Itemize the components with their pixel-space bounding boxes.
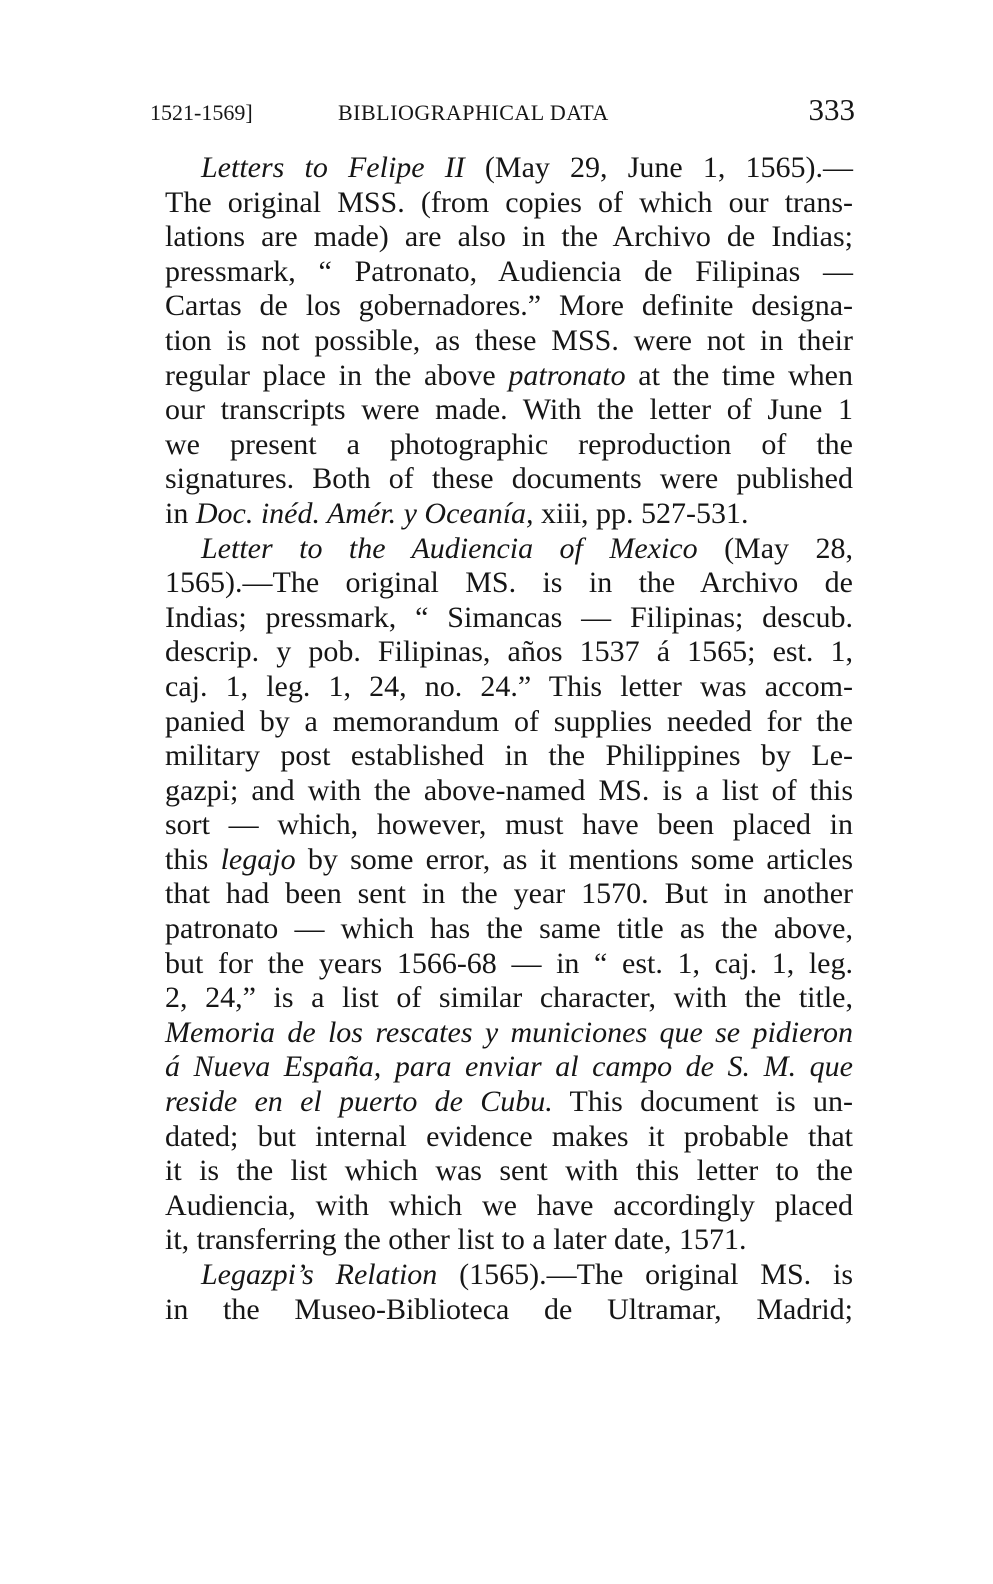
text-line: [165, 670, 853, 705]
text-line: [165, 1189, 853, 1224]
body-text: [165, 151, 853, 1327]
text-line: [165, 289, 853, 324]
text-line: [165, 705, 853, 740]
text-run: (1565).—The original MS. is: [437, 1258, 854, 1291]
text-run: tion is not possible, as these MSS. were not in their: [165, 323, 853, 357]
text-run: Cartas de los gobernadores.” More definite designa-: [165, 289, 853, 323]
text-run: 2, 24,” is a list of similar character, with the title,: [165, 981, 853, 1015]
text-run: that had been sent in the year 1570. But in another: [165, 877, 853, 911]
text-run: regular place in the above: [165, 358, 509, 392]
text-run: descrip. y pob. Filipinas, años 1537 á 1565; est. 1,: [165, 635, 853, 669]
text-run: (May 28,: [697, 531, 853, 565]
text-run: by some error, as it mentions some articles: [295, 842, 853, 876]
text-line: [165, 1016, 853, 1051]
text-run: (May 29, June 1, 1565).—: [464, 151, 853, 184]
text-run: Audiencia, with which we have accordingly placed: [165, 1188, 853, 1222]
italic-text: Doc. inéd. Amér. y Oceanía,: [195, 496, 534, 530]
text-line: [165, 947, 853, 982]
text-run: caj. 1, leg. 1, 24, no. 24.” This letter was accom-: [165, 669, 853, 703]
text-line: [165, 808, 853, 843]
text-run: military post established in the Philippines by Le-: [165, 739, 853, 773]
text-run: gazpi; and with the above-named MS. is a list of this: [165, 773, 853, 807]
italic-text: legajo: [220, 842, 296, 876]
text-line: [165, 151, 853, 186]
italic-text: patronato: [508, 358, 626, 392]
italic-text: á Nueva España, para enviar al campo de S. M. que: [165, 1050, 853, 1084]
text-line: [165, 462, 853, 497]
italic-text: Memoria de los rescates y municiones que se pidieron: [165, 1015, 853, 1049]
italic-text: reside en el puerto de Cubu.: [165, 1085, 553, 1119]
running-head-date-range: 1521-1569]: [150, 100, 253, 125]
text-run: in: [165, 496, 196, 530]
text-run: Indias; pressmark, “ Simancas — Filipinas; descub.: [165, 600, 853, 634]
running-head-title: BIBLIOGRAPHICAL DATA: [338, 100, 609, 125]
text-line: [165, 981, 853, 1016]
text-line: [165, 601, 853, 636]
text-line: [165, 497, 853, 532]
text-line: [165, 1085, 853, 1120]
text-run: this: [165, 842, 221, 876]
text-run: it is the list which was sent with this letter to the: [165, 1154, 853, 1188]
text-run: panied by a memorandum of supplies needed for the: [165, 704, 853, 738]
text-run: signatures. Both of these documents were published: [165, 462, 853, 496]
text-line: [165, 393, 853, 428]
text-line: [165, 186, 853, 221]
text-line: [165, 635, 853, 670]
text-run: dated; but internal evidence makes it probable that: [165, 1119, 853, 1153]
text-run: sort — which, however, must have been placed in: [165, 808, 853, 842]
text-run: lations are made) are also in the Archivo de Indias;: [165, 220, 853, 254]
running-head: [150, 92, 855, 132]
text-line: [165, 566, 853, 601]
italic-text: Legazpi’s Relation: [201, 1258, 438, 1291]
text-line: [165, 1120, 853, 1155]
page-number: 333: [808, 92, 855, 127]
text-run: 1565).—The original MS. is in the Archivo de: [165, 566, 853, 600]
text-run: pressmark, “ Patronato, Audiencia de Filipinas —: [165, 254, 853, 288]
text-run: our transcripts were made. With the letter of June 1: [165, 393, 853, 427]
text-line: [165, 359, 853, 394]
text-line: [165, 220, 853, 255]
text-line: [165, 739, 853, 774]
italic-text: Letter to the Audiencia of Mexico: [201, 531, 698, 565]
text-run: This document is un-: [552, 1085, 854, 1119]
text-line: [165, 774, 853, 809]
text-line: [165, 1050, 853, 1085]
text-run: at the time when: [625, 358, 854, 392]
text-line: [165, 877, 853, 912]
text-line: [165, 1258, 853, 1293]
text-line: [165, 1293, 853, 1328]
text-line: [165, 428, 853, 463]
text-line: [165, 532, 853, 567]
text-run: xiii, pp. 527-531.: [533, 496, 749, 530]
text-line: [165, 255, 853, 290]
text-run: we present a photographic reproduction of the: [165, 427, 853, 461]
text-line: [165, 324, 853, 359]
text-run: patronato — which has the same title as the above,: [165, 912, 853, 946]
text-run: but for the years 1566-68 — in “ est. 1, caj. 1, leg.: [165, 946, 853, 980]
text-run: it, transferring the other list to a later date, 1571.: [165, 1223, 747, 1257]
text-line: [165, 843, 853, 878]
text-run: The original MSS. (from copies of which our trans-: [165, 185, 853, 219]
text-run: in the Museo-Biblioteca de Ultramar, Madrid;: [165, 1292, 853, 1326]
text-line: [165, 1223, 853, 1258]
text-line: [165, 1154, 853, 1189]
italic-text: Letters to Felipe II: [201, 151, 465, 184]
text-line: [165, 912, 853, 947]
